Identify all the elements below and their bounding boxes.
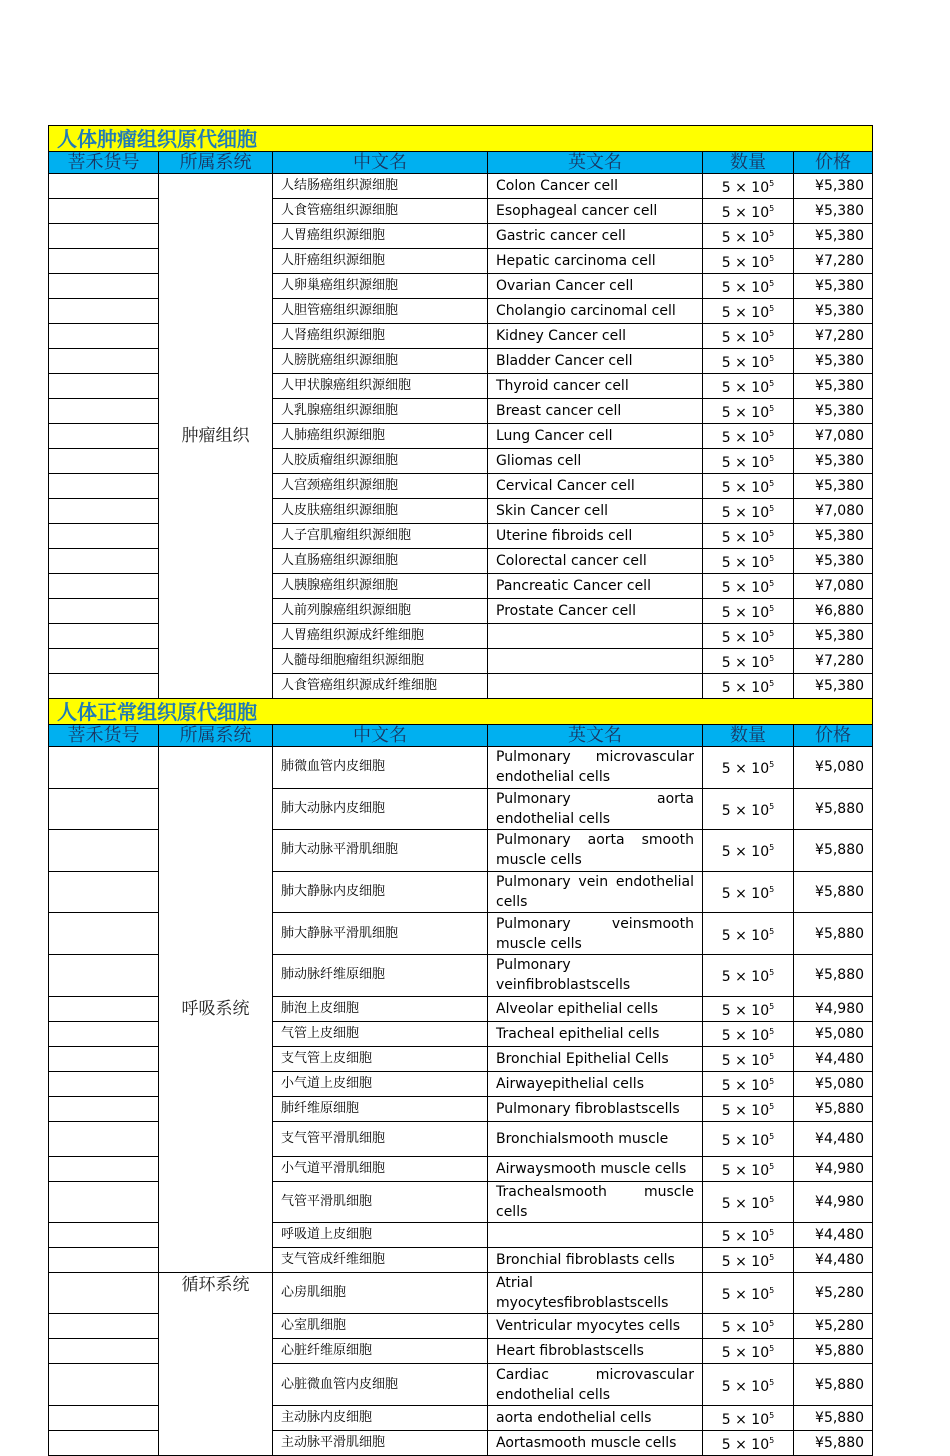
section-title: 人体正常组织原代细胞 [49, 699, 873, 725]
english-name-cell: Breast cancer cell [488, 399, 703, 424]
chinese-name-cell: 心脏纤维原细胞 [273, 1339, 488, 1364]
column-header: 英文名 [488, 725, 703, 747]
column-header: 数量 [703, 725, 794, 747]
chinese-name-cell: 气管平滑肌细胞 [273, 1181, 488, 1222]
chinese-name-cell: 人前列腺癌组织源细胞 [273, 599, 488, 624]
quantity-cell: $5 \times 10^5$ [703, 788, 794, 830]
english-name-cell: Bronchial fibroblasts cells [488, 1247, 703, 1272]
sku-cell [49, 830, 159, 872]
quantity-cell: $5 \times 10^5$ [703, 747, 794, 789]
chinese-name-cell: 支气管平滑肌细胞 [273, 1121, 488, 1156]
quantity-cell: $5 \times 10^5$ [703, 1021, 794, 1046]
quantity-cell: $5 \times 10^5$ [703, 274, 794, 299]
sku-cell [49, 299, 159, 324]
sku-cell [49, 349, 159, 374]
section-title-row [49, 699, 873, 725]
sku-cell [49, 474, 159, 499]
sku-cell [49, 274, 159, 299]
quantity-cell: $5 \times 10^5$ [703, 199, 794, 224]
sku-cell [49, 1071, 159, 1096]
chinese-name-cell: 肺大动脉平滑肌细胞 [273, 830, 488, 872]
chinese-name-cell: 人直肠癌组织源细胞 [273, 549, 488, 574]
sku-cell [49, 649, 159, 674]
sku-cell [49, 1222, 159, 1247]
english-name-cell: Hepatic carcinoma cell [488, 249, 703, 274]
english-name-cell: Aortasmooth muscle cells [488, 1430, 703, 1455]
column-header: 中文名 [273, 152, 488, 174]
quantity-cell: $5 \times 10^5$ [703, 524, 794, 549]
sku-cell [49, 1181, 159, 1222]
sku-cell [49, 1096, 159, 1121]
english-name-cell: Cervical Cancer cell [488, 474, 703, 499]
price-sheet [48, 125, 872, 1456]
english-name-cell [488, 1222, 703, 1247]
english-name-cell: Prostate Cancer cell [488, 599, 703, 624]
chinese-name-cell: 小气道上皮细胞 [273, 1071, 488, 1096]
english-name-cell: Esophageal cancer cell [488, 199, 703, 224]
english-name-cell: Bladder Cancer cell [488, 349, 703, 374]
table-row [49, 174, 873, 199]
sku-cell [49, 1272, 159, 1314]
sku-cell [49, 788, 159, 830]
quantity-cell: $5 \times 10^5$ [703, 1156, 794, 1181]
quantity-cell: $5 \times 10^5$ [703, 649, 794, 674]
sku-cell [49, 424, 159, 449]
price-cell: ¥5,380 [794, 174, 873, 199]
quantity-cell: $5 \times 10^5$ [703, 599, 794, 624]
english-name-cell: Pancreatic Cancer cell [488, 574, 703, 599]
quantity-cell: $5 \times 10^5$ [703, 1222, 794, 1247]
english-name-cell: Atrial myocytesfibroblastscells [488, 1272, 703, 1314]
price-cell: ¥5,280 [794, 1272, 873, 1314]
chinese-name-cell: 呼吸道上皮细胞 [273, 1222, 488, 1247]
price-cell: ¥5,380 [794, 549, 873, 574]
sku-cell [49, 249, 159, 274]
table-row [49, 747, 873, 789]
section-title: 人体肿瘤组织原代细胞 [49, 126, 873, 152]
english-name-cell: Gastric cancer cell [488, 224, 703, 249]
chinese-name-cell: 人结肠癌组织源细胞 [273, 174, 488, 199]
quantity-cell: $5 \times 10^5$ [703, 1314, 794, 1339]
section-title-row [49, 126, 873, 152]
sku-cell [49, 1430, 159, 1455]
english-name-cell: Cholangio carcinomal cell [488, 299, 703, 324]
sku-cell [49, 674, 159, 699]
sku-cell [49, 1405, 159, 1430]
english-name-cell: Uterine fibroids cell [488, 524, 703, 549]
price-cell: ¥4,480 [794, 1046, 873, 1071]
sku-cell [49, 1247, 159, 1272]
quantity-cell: $5 \times 10^5$ [703, 374, 794, 399]
price-cell: ¥7,080 [794, 499, 873, 524]
sku-cell [49, 747, 159, 789]
quantity-cell: $5 \times 10^5$ [703, 574, 794, 599]
quantity-cell: $5 \times 10^5$ [703, 474, 794, 499]
price-cell: ¥5,380 [794, 274, 873, 299]
price-cell: ¥4,480 [794, 1222, 873, 1247]
chinese-name-cell: 人乳腺癌组织源细胞 [273, 399, 488, 424]
english-name-cell: Alveolar epithelial cells [488, 996, 703, 1021]
price-cell: ¥7,080 [794, 424, 873, 449]
chinese-name-cell: 人皮肤癌组织源细胞 [273, 499, 488, 524]
column-header: 所属系统 [159, 725, 273, 747]
price-cell: ¥7,280 [794, 324, 873, 349]
english-name-cell: Pulmonary vein endothelial cells [488, 871, 703, 913]
chinese-name-cell: 主动脉平滑肌细胞 [273, 1430, 488, 1455]
english-name-cell: Thyroid cancer cell [488, 374, 703, 399]
chinese-name-cell: 小气道平滑肌细胞 [273, 1156, 488, 1181]
quantity-cell: $5 \times 10^5$ [703, 913, 794, 955]
english-name-cell: Pulmonary microvascular endothelial cells [488, 747, 703, 789]
price-cell: ¥5,380 [794, 674, 873, 699]
price-cell: ¥5,380 [794, 474, 873, 499]
quantity-cell: $5 \times 10^5$ [703, 399, 794, 424]
column-header: 中文名 [273, 725, 488, 747]
english-name-cell: Pulmonary veinfibroblastscells [488, 954, 703, 996]
quantity-cell: $5 \times 10^5$ [703, 499, 794, 524]
price-cell: ¥5,880 [794, 954, 873, 996]
quantity-cell: $5 \times 10^5$ [703, 174, 794, 199]
price-cell: ¥5,880 [794, 1405, 873, 1430]
english-name-cell: Trachealsmooth muscle cells [488, 1181, 703, 1222]
quantity-cell: $5 \times 10^5$ [703, 424, 794, 449]
price-cell: ¥5,880 [794, 1430, 873, 1455]
sku-cell [49, 599, 159, 624]
chinese-name-cell: 人甲状腺癌组织源细胞 [273, 374, 488, 399]
chinese-name-cell: 人卵巢癌组织源细胞 [273, 274, 488, 299]
chinese-name-cell: 人髓母细胞瘤组织源细胞 [273, 649, 488, 674]
price-cell: ¥5,280 [794, 1314, 873, 1339]
english-name-cell [488, 674, 703, 699]
quantity-cell: $5 \times 10^5$ [703, 1071, 794, 1096]
sku-cell [49, 1156, 159, 1181]
sku-cell [49, 1121, 159, 1156]
header-row [49, 725, 873, 747]
chinese-name-cell: 气管上皮细胞 [273, 1021, 488, 1046]
english-name-cell: Pulmonary aorta smooth muscle cells [488, 830, 703, 872]
price-cell: ¥5,880 [794, 788, 873, 830]
english-name-cell: Pulmonary fibroblastscells [488, 1096, 703, 1121]
price-cell: ¥5,380 [794, 299, 873, 324]
english-name-cell: Ventricular myocytes cells [488, 1314, 703, 1339]
sku-cell [49, 374, 159, 399]
quantity-cell: $5 \times 10^5$ [703, 1430, 794, 1455]
chinese-name-cell: 人胶质瘤组织源细胞 [273, 449, 488, 474]
price-cell: ¥4,480 [794, 1121, 873, 1156]
system-cell: 肿瘤组织 [159, 174, 273, 699]
english-name-cell: Colon Cancer cell [488, 174, 703, 199]
english-name-cell: Colorectal cancer cell [488, 549, 703, 574]
chinese-name-cell: 人胃癌组织源成纤维细胞 [273, 624, 488, 649]
price-cell: ¥5,080 [794, 1021, 873, 1046]
english-name-cell [488, 624, 703, 649]
sku-cell [49, 1339, 159, 1364]
sku-cell [49, 624, 159, 649]
sku-cell [49, 1364, 159, 1406]
quantity-cell: $5 \times 10^5$ [703, 996, 794, 1021]
english-name-cell: Airwaysmooth muscle cells [488, 1156, 703, 1181]
sku-cell [49, 913, 159, 955]
quantity-cell: $5 \times 10^5$ [703, 249, 794, 274]
english-name-cell: Airwayepithelial cells [488, 1071, 703, 1096]
quantity-cell: $5 \times 10^5$ [703, 224, 794, 249]
chinese-name-cell: 人肝癌组织源细胞 [273, 249, 488, 274]
chinese-name-cell: 人食管癌组织源成纤维细胞 [273, 674, 488, 699]
price-cell: ¥4,480 [794, 1247, 873, 1272]
column-header: 价格 [794, 725, 873, 747]
quantity-cell: $5 \times 10^5$ [703, 324, 794, 349]
system-cell: 呼吸系统 [159, 747, 273, 1273]
quantity-cell: $5 \times 10^5$ [703, 1247, 794, 1272]
price-cell: ¥4,980 [794, 996, 873, 1021]
sku-cell [49, 174, 159, 199]
quantity-cell: $5 \times 10^5$ [703, 1121, 794, 1156]
price-cell: ¥5,880 [794, 830, 873, 872]
chinese-name-cell: 肺大静脉平滑肌细胞 [273, 913, 488, 955]
chinese-name-cell: 支气管上皮细胞 [273, 1046, 488, 1071]
sku-cell [49, 1046, 159, 1071]
sku-cell [49, 324, 159, 349]
sku-cell [49, 1021, 159, 1046]
sku-cell [49, 1314, 159, 1339]
english-name-cell: Cardiac microvascular endothelial cells [488, 1364, 703, 1406]
price-cell: ¥4,980 [794, 1156, 873, 1181]
column-header: 数量 [703, 152, 794, 174]
chinese-name-cell: 人胃癌组织源细胞 [273, 224, 488, 249]
price-cell: ¥7,280 [794, 649, 873, 674]
chinese-name-cell: 肺纤维原细胞 [273, 1096, 488, 1121]
table-row [49, 1272, 873, 1314]
english-name-cell: Kidney Cancer cell [488, 324, 703, 349]
chinese-name-cell: 人子宫肌瘤组织源细胞 [273, 524, 488, 549]
english-name-cell: Ovarian Cancer cell [488, 274, 703, 299]
price-cell: ¥5,880 [794, 913, 873, 955]
price-cell: ¥5,880 [794, 1339, 873, 1364]
english-name-cell: Bronchial Epithelial Cells [488, 1046, 703, 1071]
price-cell: ¥6,880 [794, 599, 873, 624]
chinese-name-cell: 人肾癌组织源细胞 [273, 324, 488, 349]
english-name-cell: Bronchialsmooth muscle [488, 1121, 703, 1156]
sku-cell [49, 996, 159, 1021]
quantity-cell: $5 \times 10^5$ [703, 954, 794, 996]
quantity-cell: $5 \times 10^5$ [703, 674, 794, 699]
quantity-cell: $5 \times 10^5$ [703, 449, 794, 474]
column-header: 菩禾货号 [49, 152, 159, 174]
price-cell: ¥7,280 [794, 249, 873, 274]
chinese-name-cell: 主动脉内皮细胞 [273, 1405, 488, 1430]
english-name-cell: aorta endothelial cells [488, 1405, 703, 1430]
price-cell: ¥5,380 [794, 624, 873, 649]
sku-cell [49, 224, 159, 249]
system-cell: 循环系统 [159, 1272, 273, 1455]
english-name-cell: Gliomas cell [488, 449, 703, 474]
chinese-name-cell: 人食管癌组织源细胞 [273, 199, 488, 224]
sku-cell [49, 199, 159, 224]
chinese-name-cell: 心房肌细胞 [273, 1272, 488, 1314]
price-cell: ¥7,080 [794, 574, 873, 599]
sku-cell [49, 871, 159, 913]
column-header: 菩禾货号 [49, 725, 159, 747]
chinese-name-cell: 人胰腺癌组织源细胞 [273, 574, 488, 599]
quantity-cell: $5 \times 10^5$ [703, 1046, 794, 1071]
chinese-name-cell: 肺大动脉内皮细胞 [273, 788, 488, 830]
product-table [48, 125, 873, 1456]
price-cell: ¥5,080 [794, 1071, 873, 1096]
chinese-name-cell: 心脏微血管内皮细胞 [273, 1364, 488, 1406]
english-name-cell: Lung Cancer cell [488, 424, 703, 449]
chinese-name-cell: 人膀胱癌组织源细胞 [273, 349, 488, 374]
quantity-cell: $5 \times 10^5$ [703, 549, 794, 574]
price-cell: ¥5,880 [794, 871, 873, 913]
quantity-cell: $5 \times 10^5$ [703, 871, 794, 913]
sku-cell [49, 549, 159, 574]
sku-cell [49, 449, 159, 474]
price-cell: ¥4,980 [794, 1181, 873, 1222]
price-cell: ¥5,380 [794, 199, 873, 224]
sku-cell [49, 574, 159, 599]
price-cell: ¥5,380 [794, 224, 873, 249]
price-cell: ¥5,380 [794, 449, 873, 474]
chinese-name-cell: 肺动脉纤维原细胞 [273, 954, 488, 996]
sku-cell [49, 399, 159, 424]
quantity-cell: $5 \times 10^5$ [703, 349, 794, 374]
english-name-cell [488, 649, 703, 674]
english-name-cell: Skin Cancer cell [488, 499, 703, 524]
quantity-cell: $5 \times 10^5$ [703, 830, 794, 872]
quantity-cell: $5 \times 10^5$ [703, 1364, 794, 1406]
quantity-cell: $5 \times 10^5$ [703, 1181, 794, 1222]
english-name-cell: Pulmonary veinsmooth muscle cells [488, 913, 703, 955]
price-cell: ¥5,880 [794, 1096, 873, 1121]
chinese-name-cell: 肺微血管内皮细胞 [273, 747, 488, 789]
quantity-cell: $5 \times 10^5$ [703, 1405, 794, 1430]
quantity-cell: $5 \times 10^5$ [703, 1339, 794, 1364]
header-row [49, 152, 873, 174]
quantity-cell: $5 \times 10^5$ [703, 624, 794, 649]
price-cell: ¥5,080 [794, 747, 873, 789]
quantity-cell: $5 \times 10^5$ [703, 1272, 794, 1314]
english-name-cell: Tracheal epithelial cells [488, 1021, 703, 1046]
english-name-cell: Pulmonary aorta endothelial cells [488, 788, 703, 830]
chinese-name-cell: 支气管成纤维细胞 [273, 1247, 488, 1272]
price-cell: ¥5,880 [794, 1364, 873, 1406]
chinese-name-cell: 心室肌细胞 [273, 1314, 488, 1339]
chinese-name-cell: 肺大静脉内皮细胞 [273, 871, 488, 913]
chinese-name-cell: 人胆管癌组织源细胞 [273, 299, 488, 324]
chinese-name-cell: 人肺癌组织源细胞 [273, 424, 488, 449]
chinese-name-cell: 人宫颈癌组织源细胞 [273, 474, 488, 499]
sku-cell [49, 524, 159, 549]
quantity-cell: $5 \times 10^5$ [703, 1096, 794, 1121]
english-name-cell: Heart fibroblastscells [488, 1339, 703, 1364]
price-cell: ¥5,380 [794, 349, 873, 374]
price-cell: ¥5,380 [794, 524, 873, 549]
column-header: 所属系统 [159, 152, 273, 174]
quantity-cell: $5 \times 10^5$ [703, 299, 794, 324]
sku-cell [49, 954, 159, 996]
chinese-name-cell: 肺泡上皮细胞 [273, 996, 488, 1021]
column-header: 价格 [794, 152, 873, 174]
column-header: 英文名 [488, 152, 703, 174]
sku-cell [49, 499, 159, 524]
price-cell: ¥5,380 [794, 399, 873, 424]
price-cell: ¥5,380 [794, 374, 873, 399]
